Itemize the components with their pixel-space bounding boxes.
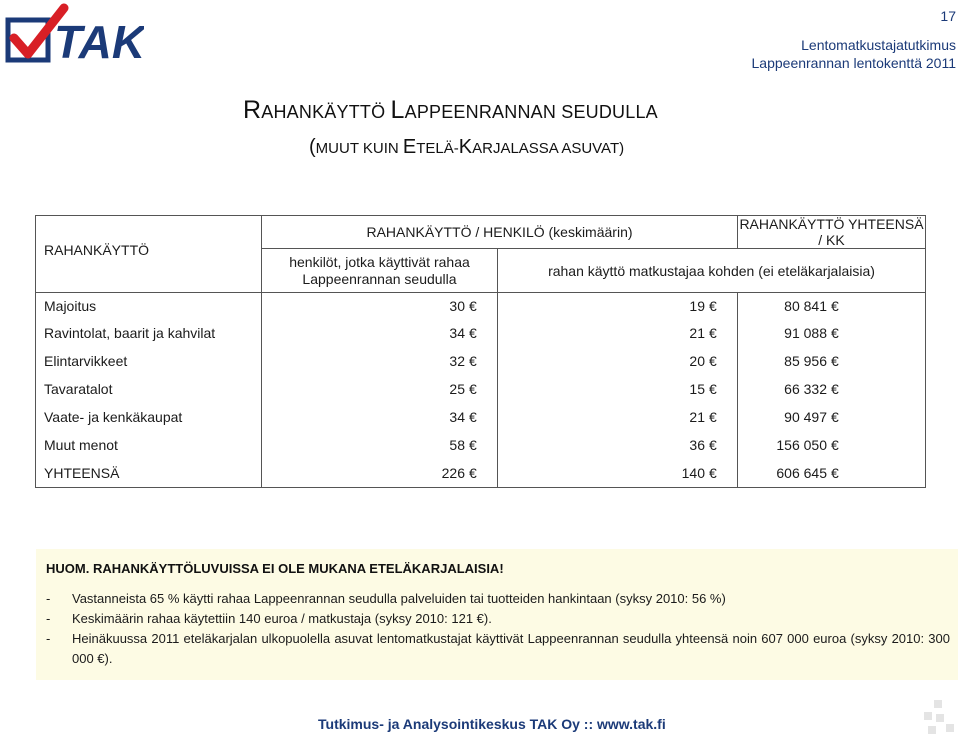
group-header-total: RAHANKÄYTTÖ YHTEENSÄ / KK (739, 216, 924, 248)
footer-text: Tutkimus- ja Analysointikeskus TAK Oy :: www.tak.fi (318, 716, 666, 732)
cell-value: 91 088 € (738, 319, 926, 347)
group-header-per-person: RAHANKÄYTTÖ / HENKILÖ (keskimäärin) (262, 216, 738, 249)
row-label: Ravintolat, baarit ja kahvilat (36, 319, 262, 347)
col-header-spenders: henkilöt, jotka käyttivät rahaa Lappeenrannan seudulla (262, 249, 498, 293)
note-text: Vastanneista 65 % käytti rahaa Lappeenrannan seudulla palveluiden tai tuotteiden hankintaan (syksy 2010: 56 %) (72, 591, 726, 606)
bullet-dash: - (46, 591, 51, 606)
cell-value: 80 841 € (738, 293, 926, 320)
cell-value: 15 € (498, 375, 738, 403)
bullet-dash: - (46, 631, 51, 646)
euro-sign: € (831, 353, 839, 369)
euro-sign: € (469, 437, 477, 453)
subtitle-part-2: TELÄ- (416, 140, 459, 157)
euro-sign: € (469, 381, 477, 397)
cell-value: 21 € (498, 403, 738, 431)
title-cap-r: R (243, 96, 262, 124)
cell-value: 58 € (262, 431, 498, 459)
cell-value: 30 € (262, 293, 498, 320)
col-header-per-passenger: rahan käyttö matkustajaa kohden (ei eteläkarjalaisia) (498, 249, 926, 293)
euro-sign: € (709, 409, 717, 425)
cell-value: 20 € (498, 347, 738, 375)
subtitle-cap-e: E (402, 136, 417, 158)
header-line-1: Lentomatkustajatutkimus (801, 37, 956, 53)
table-row (36, 293, 926, 320)
subtitle-part-1: MUUT KUIN (315, 140, 403, 157)
note-text: Keskimäärin rahaa käytettiin 140 euroa / matkustaja (syksy 2010: 121 €). (72, 611, 492, 626)
euro-sign: € (831, 298, 839, 314)
table-row (36, 375, 926, 403)
deco-square (946, 724, 954, 732)
euro-sign: € (709, 464, 717, 481)
subtitle-open: ( (309, 136, 316, 158)
header-line-2: Lappeenrannan lentokenttä 2011 (751, 55, 956, 71)
cell-value: 34 € (262, 319, 498, 347)
tak-logo (4, 2, 144, 64)
decorative-squares (920, 700, 956, 738)
euro-sign: € (709, 437, 717, 453)
deco-square (928, 726, 936, 734)
spending-table (35, 215, 926, 488)
cell-value: 34 € (262, 403, 498, 431)
euro-sign: € (469, 298, 477, 314)
row-label: Elintarvikkeet (36, 347, 262, 375)
euro-sign: € (709, 353, 717, 369)
logo-text: TAK (54, 16, 144, 64)
cell-value: 156 050 € (738, 431, 926, 459)
euro-sign: € (709, 325, 717, 341)
bullet-dash: - (46, 611, 51, 626)
title-cap-l: L (390, 96, 405, 124)
row-label: Majoitus (36, 293, 262, 320)
euro-sign: € (831, 325, 839, 341)
euro-sign: € (469, 325, 477, 341)
cell-value: 606 645 € (738, 459, 926, 487)
euro-sign: € (831, 437, 839, 453)
euro-sign: € (709, 381, 717, 397)
table-row (36, 431, 926, 459)
table-row (36, 347, 926, 375)
page-subtitle (309, 136, 624, 159)
row-label: Vaate- ja kenkäkaupat (36, 403, 262, 431)
subtitle-cap-k: K (458, 136, 473, 158)
deco-square (934, 700, 942, 708)
cell-value: 140 € (498, 459, 738, 487)
subtitle-part-3: ARJALASSA ASUVAT) (472, 140, 625, 157)
note-title: HUOM. RAHANKÄYTTÖLUVUISSA EI OLE MUKANA ETELÄKARJALAISIA! (46, 561, 504, 576)
euro-sign: € (831, 381, 839, 397)
page-number: 17 (940, 8, 956, 24)
table-row (36, 403, 926, 431)
cell-value: 226 € (262, 459, 498, 487)
cell-value: 36 € (498, 431, 738, 459)
euro-sign: € (831, 464, 839, 481)
note-item (46, 589, 950, 609)
deco-square (936, 714, 944, 722)
corner-header: RAHANKÄYTTÖ (36, 216, 262, 293)
cell-value: 19 € (498, 293, 738, 320)
note-box (36, 549, 958, 680)
row-label: Muut menot (36, 431, 262, 459)
cell-value: 25 € (262, 375, 498, 403)
euro-sign: € (469, 464, 477, 481)
header-info (752, 36, 956, 72)
title-rest-1: AHANKÄYTTÖ (261, 102, 391, 122)
table-row-total (36, 459, 926, 487)
title-rest-2: APPEENRANNAN SEUDULLA (404, 102, 658, 122)
euro-sign: € (831, 409, 839, 425)
cell-value: 21 € (498, 319, 738, 347)
row-label: YHTEENSÄ (36, 459, 262, 487)
cell-value: 90 497 € (738, 403, 926, 431)
row-label: Tavaratalot (36, 375, 262, 403)
cell-value: 32 € (262, 347, 498, 375)
cell-value: 66 332 € (738, 375, 926, 403)
deco-square (924, 712, 932, 720)
cell-value: 85 956 € (738, 347, 926, 375)
note-item (46, 629, 950, 669)
euro-sign: € (469, 409, 477, 425)
page-title (243, 96, 658, 125)
note-item (46, 609, 950, 629)
note-text: Heinäkuussa 2011 eteläkarjalan ulkopuolella asuvat lentomatkustajat käyttivät Lappeenrannan seudulla yhteensä noin 607 000 euroa (syksy 2010: 300 000 €). (72, 631, 950, 666)
table-row (36, 319, 926, 347)
euro-sign: € (709, 298, 717, 314)
euro-sign: € (469, 353, 477, 369)
